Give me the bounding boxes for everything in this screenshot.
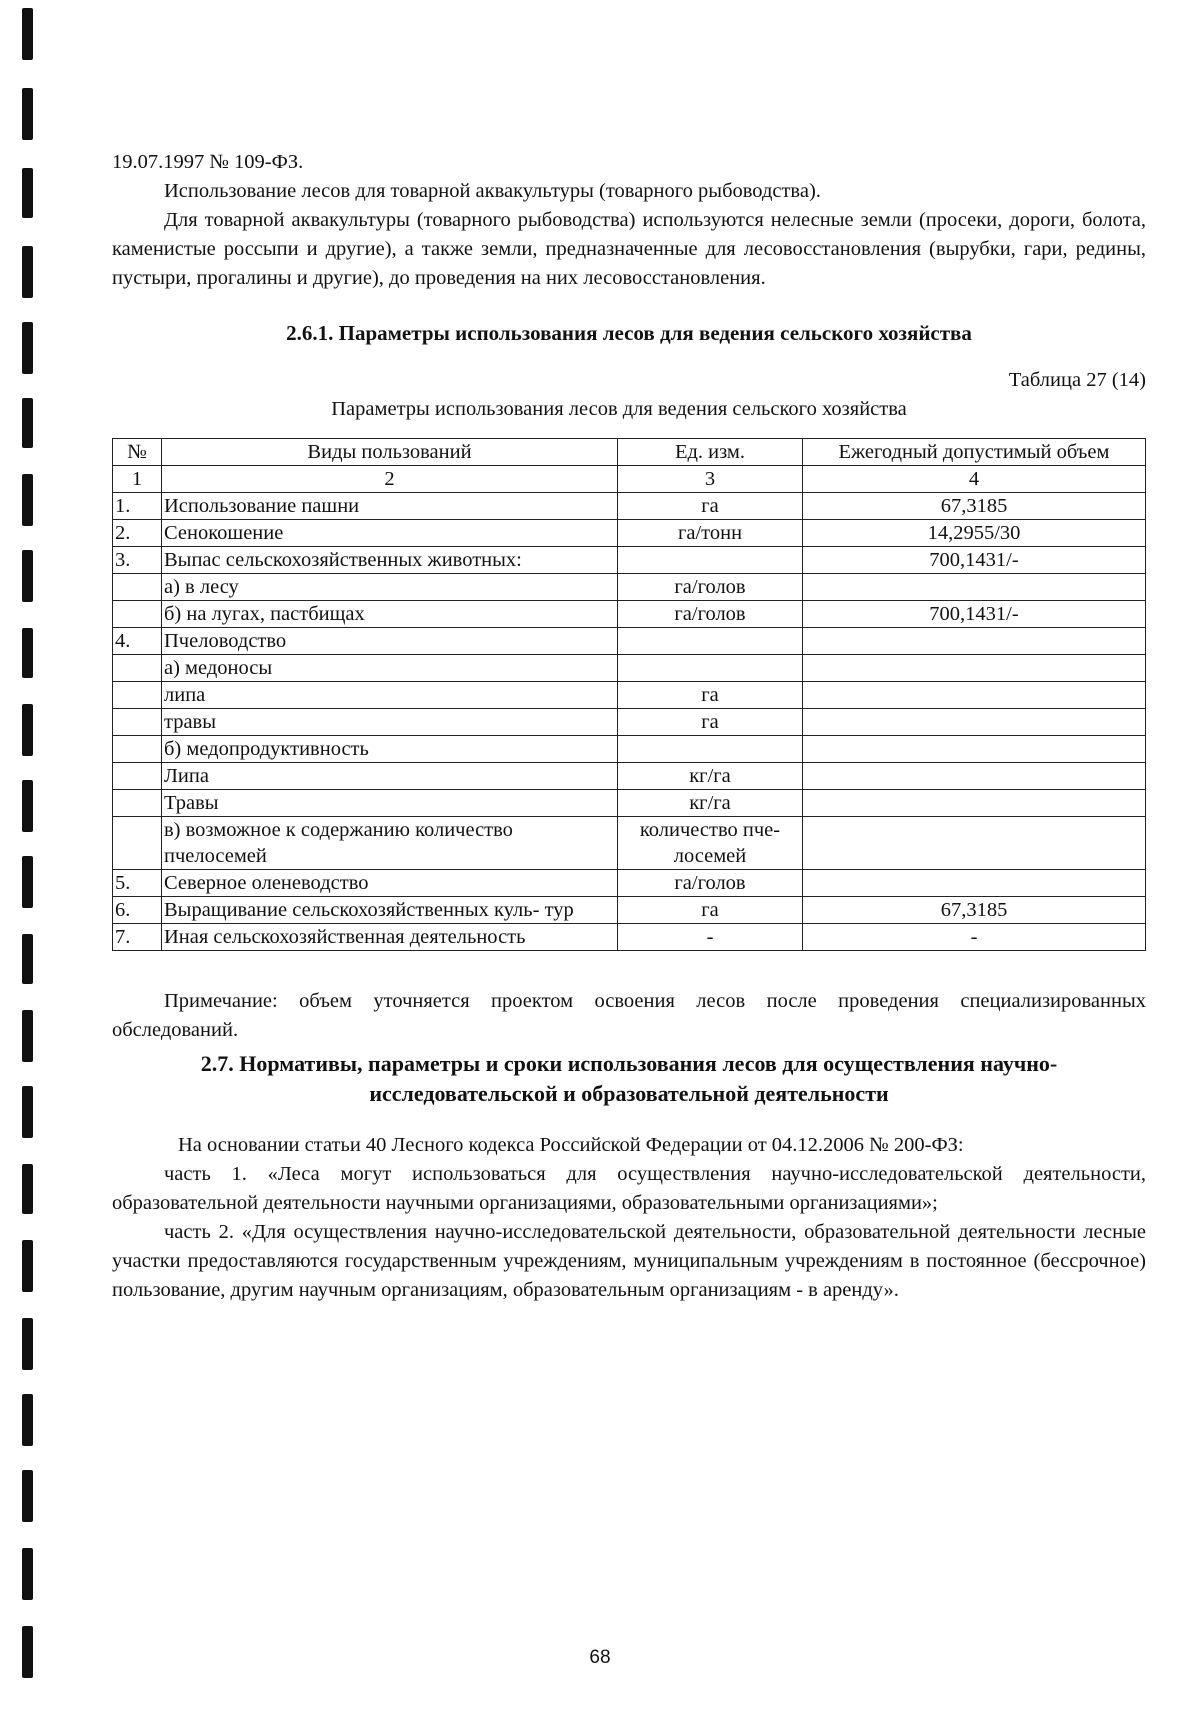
usage-type-cell: а) медоносы <box>162 655 618 682</box>
row-number-cell: 7. <box>113 924 162 951</box>
unit-cell: га/голов <box>618 601 803 628</box>
unit-cell: га <box>618 897 803 924</box>
row-number-cell <box>113 601 162 628</box>
volume-cell: 700,1431/- <box>803 601 1146 628</box>
unit-cell: га/голов <box>618 574 803 601</box>
usage-type-cell: Выпас сельскохозяйственных животных: <box>162 547 618 574</box>
usage-type-cell: Травы <box>162 790 618 817</box>
table-number: Таблица 27 (14) <box>1008 369 1146 391</box>
table-row <box>113 520 1146 547</box>
part-2-paragraph: часть 2. «Для осуществления научно-исследовательской деятельности, образовательной деятельности лесные участки предоставляются государственным учреждениям, муниципальным учреждениям в постоянное (бессрочное) пользование, другим научным организациям, образовательным организациям - в аренду». <box>112 1221 1146 1301</box>
row-number-cell <box>113 736 162 763</box>
row-number-cell <box>113 817 162 870</box>
table-row <box>113 628 1146 655</box>
agriculture-parameters-table <box>112 438 1146 951</box>
row-number-cell <box>113 763 162 790</box>
table-row <box>113 790 1146 817</box>
unit-cell: га/голов <box>618 870 803 897</box>
usage-type-cell: Пчеловодство <box>162 628 618 655</box>
unit-cell: га <box>618 709 803 736</box>
usage-type-cell: б) на лугах, пастбищах <box>162 601 618 628</box>
volume-cell: 14,2955/30 <box>803 520 1146 547</box>
unit-cell: кг/га <box>618 763 803 790</box>
row-number-cell: 2. <box>113 520 162 547</box>
aquaculture-paragraph: Для товарной аквакультуры (товарного рыбоводства) используются нелесные земли (просеки, дороги, болота, каменистые россыпи и другие), а также земли, предназначенные для лесовосстановления (вырубки, гари, редины, пустыри, прогалины и другие), до проведения на них лесовосстановления. <box>112 209 1146 289</box>
unit-cell: кг/га <box>618 790 803 817</box>
table-row <box>113 736 1146 763</box>
document-page <box>112 148 1146 1305</box>
table-row <box>113 817 1146 870</box>
table-row <box>113 924 1146 951</box>
unit-cell: га/тонн <box>618 520 803 547</box>
unit-cell: га <box>618 682 803 709</box>
usage-type-cell: Сенокошение <box>162 520 618 547</box>
table-row <box>113 574 1146 601</box>
unit-cell <box>618 655 803 682</box>
volume-cell <box>803 817 1146 870</box>
binding-marks <box>22 0 34 1718</box>
volume-cell <box>803 655 1146 682</box>
usage-type-cell: липа <box>162 682 618 709</box>
header-annual-volume: Ежегодный допустимый объем <box>803 439 1146 466</box>
aquaculture-heading: Использование лесов для товарной аквакультуры (товарного рыбоводства). <box>164 180 821 202</box>
header-usage-type: Виды пользований <box>162 439 618 466</box>
row-number-cell: 5. <box>113 870 162 897</box>
row-number-cell: 3. <box>113 547 162 574</box>
legal-basis-paragraph: На основании статьи 40 Лесного кодекса Российской Федерации от 04.12.2006 № 200-ФЗ: <box>178 1134 964 1156</box>
unit-cell: - <box>618 924 803 951</box>
table-row <box>113 655 1146 682</box>
usage-type-cell: травы <box>162 709 618 736</box>
volume-cell: 67,3185 <box>803 897 1146 924</box>
table-row <box>113 709 1146 736</box>
section-2-6-1-heading: 2.6.1. Параметры использования лесов для ведения сельского хозяйства <box>286 321 972 345</box>
volume-cell: - <box>803 924 1146 951</box>
row-number-cell <box>113 655 162 682</box>
table-title: Параметры использования лесов для ведения сельского хозяйства <box>331 398 907 420</box>
volume-cell <box>803 682 1146 709</box>
column-number: 4 <box>803 466 1146 493</box>
row-number-cell: 1. <box>113 493 162 520</box>
volume-cell <box>803 870 1146 897</box>
unit-cell <box>618 547 803 574</box>
section-2-7-heading: 2.7. Нормативы, параметры и сроки использования лесов для осуществления научно-исследовательской и образовательной деятельности <box>200 1051 1058 1106</box>
row-number-cell <box>113 682 162 709</box>
unit-cell <box>618 628 803 655</box>
row-number-cell <box>113 790 162 817</box>
header-unit: Ед. изм. <box>618 439 803 466</box>
usage-type-cell: а) в лесу <box>162 574 618 601</box>
table-row <box>113 682 1146 709</box>
column-number: 3 <box>618 466 803 493</box>
table-row <box>113 601 1146 628</box>
volume-cell <box>803 709 1146 736</box>
table-row <box>113 493 1146 520</box>
table-row <box>113 897 1146 924</box>
table-header-row <box>113 439 1146 466</box>
table-body <box>113 493 1146 951</box>
row-number-cell: 4. <box>113 628 162 655</box>
volume-cell <box>803 763 1146 790</box>
usage-type-cell: в) возможное к содержанию количество пчелосемей <box>162 817 618 870</box>
volume-cell <box>803 628 1146 655</box>
row-number-cell: 6. <box>113 897 162 924</box>
volume-cell <box>803 574 1146 601</box>
usage-type-cell: Использование пашни <box>162 493 618 520</box>
usage-type-cell: Иная сельскохозяйственная деятельность <box>162 924 618 951</box>
column-number-row <box>113 466 1146 493</box>
column-number: 2 <box>162 466 618 493</box>
unit-cell: количество пче- лосемей <box>618 817 803 870</box>
unit-cell: га <box>618 493 803 520</box>
volume-cell: 700,1431/- <box>803 547 1146 574</box>
header-number: № <box>113 439 162 466</box>
usage-type-cell: Северное оленеводство <box>162 870 618 897</box>
usage-type-cell: Выращивание сельскохозяйственных куль- тур <box>162 897 618 924</box>
row-number-cell <box>113 574 162 601</box>
volume-cell: 67,3185 <box>803 493 1146 520</box>
row-number-cell <box>113 709 162 736</box>
usage-type-cell: б) медопродуктивность <box>162 736 618 763</box>
page-number: 68 <box>589 1647 611 1668</box>
volume-cell <box>803 790 1146 817</box>
table-row <box>113 547 1146 574</box>
column-number: 1 <box>113 466 162 493</box>
usage-type-cell: Липа <box>162 763 618 790</box>
table-row <box>113 763 1146 790</box>
table-row <box>113 870 1146 897</box>
law-reference-line: 19.07.1997 № 109-ФЗ. <box>112 151 304 173</box>
table-note: Примечание: объем уточняется проектом освоения лесов после проведения специализированных обследований. <box>112 990 1146 1041</box>
volume-cell <box>803 736 1146 763</box>
unit-cell <box>618 736 803 763</box>
part-1-paragraph: часть 1. «Леса могут использоваться для осуществления научно-исследовательской деятельности, образовательной деятельности научными организациями, образовательными организациями»; <box>112 1163 1146 1214</box>
